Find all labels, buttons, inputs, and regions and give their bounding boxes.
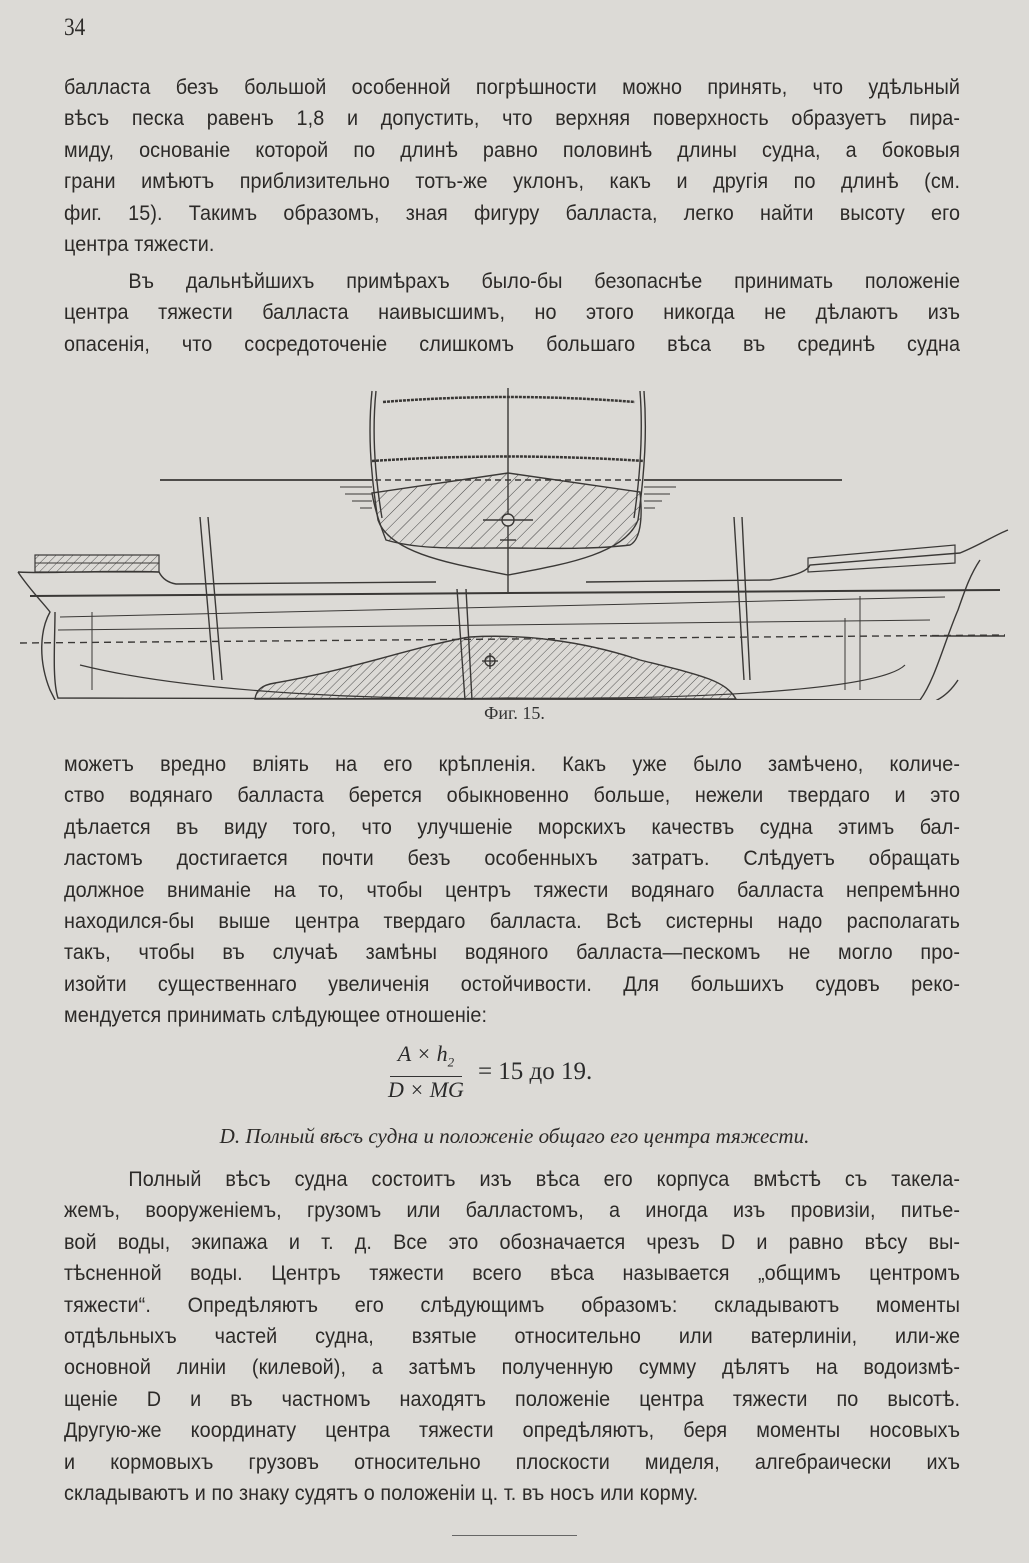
numerator-subscript: 2 <box>447 1054 455 1070</box>
text-line: ластомъ достигается почти безъ особенныхъ затратъ. Слѣдуетъ обращать <box>64 846 961 871</box>
page-number: 34 <box>64 14 86 41</box>
paragraph-4 <box>64 1164 960 1509</box>
text-line: жемъ, вооруженіемъ, грузомъ или балластомъ, а иногда изъ провизіи, питье- <box>64 1198 961 1223</box>
paragraph-3 <box>64 749 960 1032</box>
text-line: балласта безъ большой особенной погрѣшности можно принять, что удѣльный <box>64 75 961 99</box>
text-line: опасенія, что сосредоточеніе слишкомъ большаго вѣса въ срединѣ судна <box>64 331 961 356</box>
text-line: центра тяжести. <box>64 231 215 256</box>
text-line: дѣлается въ виду того, что улучшеніе морскихъ качествъ судна этимъ бал- <box>64 814 961 839</box>
paragraph-2 <box>64 266 960 360</box>
text-line: складываютъ и по знаку судятъ о положеніи ц. т. въ носъ или корму. <box>64 1480 699 1505</box>
midship-section <box>160 388 842 592</box>
formula-denominator: D × MG <box>388 1076 464 1102</box>
text-line: тяжести“. Опредѣляютъ его слѣдующимъ образомъ: складываютъ моменты <box>64 1292 961 1317</box>
text-line: и кормовыхъ грузовъ относительно плоскости миделя, алгебраически ихъ <box>64 1449 961 1474</box>
text-line: основной линіи (килевой), а затѣмъ полученную сумму дѣлятъ на водоизмѣ- <box>64 1355 961 1380</box>
text-line: миду, основаніе которой по длинѣ равно половинѣ длины судна, а боковыя <box>64 137 961 162</box>
text-line: ство водянаго балласта берется обыкновенно больше, нежели твердаго и это <box>64 783 961 808</box>
text-line: можетъ вредно вліять на его крѣпленія. Какъ уже было замѣчено, количе- <box>64 752 961 776</box>
ballast-ratio-formula <box>380 1040 592 1104</box>
text-line: Другую-же координату центра тяжести опредѣляютъ, беря моменты носовыхъ <box>64 1418 961 1443</box>
text-line: центра тяжести балласта наивысшимъ, но этого никогда не дѣлаютъ изъ <box>64 300 961 325</box>
ship-ballast-figure <box>0 380 1029 700</box>
text-line: мендуется принимать слѣдующее отношеніе: <box>64 1003 488 1028</box>
text-line: щеніе D и въ частномъ находятъ положеніе центра тяжести по высотѣ. <box>64 1386 961 1411</box>
numerator-text: A × h <box>397 1041 448 1067</box>
text-line: изойти существеннаго увеличенія остойчивости. Для большихъ судовъ реко- <box>64 971 961 996</box>
text-line: грани имѣютъ приблизительно тотъ-же уклонъ, какъ и другія по длинѣ (см. <box>64 169 961 194</box>
formula-fraction <box>380 1041 472 1102</box>
text-line: вѣсъ песка равенъ 1,8 и допустить, что верхняя поверхность образуетъ пира- <box>64 106 961 131</box>
text-line: Полный вѣсъ судна состоитъ изъ вѣса его корпуса вмѣстѣ съ такела- <box>128 1167 961 1191</box>
text-line: тѣсненной воды. Центръ тяжести всего вѣса называется „общимъ центромъ <box>64 1261 961 1286</box>
formula-numerator <box>390 1041 462 1076</box>
text-line: фиг. 15). Такимъ образомъ, зная фигуру балласта, легко найти высоту его <box>64 200 961 225</box>
text-line: вой воды, экипажа и т. д. Все это обозначается чрезъ D и равно вѣсу вы- <box>64 1229 961 1254</box>
text-line: такъ, чтобы въ случаѣ замѣны водяного балласта—пескомъ не могло про- <box>64 940 961 965</box>
text-line: отдѣльныхъ частей судна, взятые относительно или ватерлиніи, или-же <box>64 1323 961 1348</box>
section-heading: D. Полный вѣсъ судна и положеніе общаго его центра тяжести. <box>219 1124 810 1148</box>
text-line: Въ дальнѣйшихъ примѣрахъ было-бы безопаснѣе принимать положеніе <box>128 269 961 293</box>
text-line: находился-бы выше центра твердаго балласта. Всѣ систерны надо располагать <box>64 908 961 933</box>
paragraph-1 <box>64 72 960 260</box>
end-divider <box>452 1535 577 1536</box>
formula-rhs: = 15 до 19. <box>477 1058 593 1085</box>
figure-caption: Фиг. 15. <box>484 703 545 723</box>
text-line: должное вниманіе на то, чтобы центръ тяжести водянаго балласта непремѣнно <box>64 877 961 902</box>
